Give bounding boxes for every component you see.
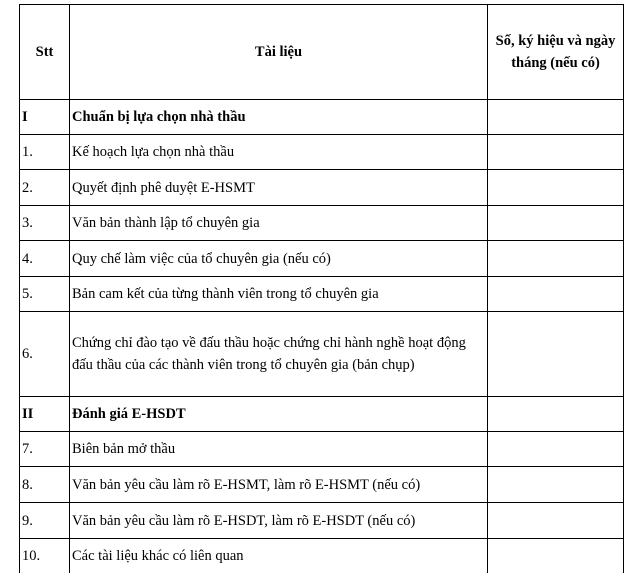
row-reference bbox=[488, 170, 624, 206]
row-document: Các tài liệu khác có liên quan bbox=[70, 539, 488, 574]
row-reference bbox=[488, 277, 624, 312]
row-stt: 2. bbox=[20, 170, 70, 206]
table-row-section bbox=[20, 397, 624, 432]
row-reference bbox=[488, 432, 624, 467]
row-stt: 3. bbox=[20, 206, 70, 241]
row-document: Bản cam kết của từng thành viên trong tổ chuyên gia bbox=[70, 277, 488, 312]
document-table bbox=[19, 4, 624, 573]
row-reference bbox=[488, 100, 624, 135]
row-stt: 10. bbox=[20, 539, 70, 574]
row-reference bbox=[488, 503, 624, 539]
table-row bbox=[20, 539, 624, 574]
row-document: Chứng chỉ đào tạo về đấu thầu hoặc chứng chỉ hành nghề hoạt động đấu thầu của các thành viên trong tổ chuyên gia (bản chụp) bbox=[70, 312, 488, 397]
table-row-section bbox=[20, 100, 624, 135]
row-reference bbox=[488, 467, 624, 503]
row-reference bbox=[488, 135, 624, 170]
row-reference bbox=[488, 397, 624, 432]
row-stt: 8. bbox=[20, 467, 70, 503]
row-document: Đánh giá E-HSDT bbox=[70, 397, 488, 432]
row-stt: 1. bbox=[20, 135, 70, 170]
table-row bbox=[20, 312, 624, 397]
table-header-row bbox=[20, 5, 624, 100]
row-stt: 7. bbox=[20, 432, 70, 467]
row-document: Quy chế làm việc của tổ chuyên gia (nếu có) bbox=[70, 241, 488, 277]
table-row bbox=[20, 135, 624, 170]
row-stt: 5. bbox=[20, 277, 70, 312]
row-document: Chuẩn bị lựa chọn nhà thầu bbox=[70, 100, 488, 135]
row-reference bbox=[488, 312, 624, 397]
row-document: Văn bản yêu cầu làm rõ E-HSDT, làm rõ E-HSDT (nếu có) bbox=[70, 503, 488, 539]
row-stt: 6. bbox=[20, 312, 70, 397]
table-row bbox=[20, 432, 624, 467]
table-row bbox=[20, 241, 624, 277]
row-reference bbox=[488, 241, 624, 277]
table-row bbox=[20, 467, 624, 503]
row-reference bbox=[488, 539, 624, 574]
header-stt: Stt bbox=[20, 5, 70, 100]
row-stt: I bbox=[20, 100, 70, 135]
row-document: Văn bản yêu cầu làm rõ E-HSMT, làm rõ E-HSMT (nếu có) bbox=[70, 467, 488, 503]
row-document: Quyết định phê duyệt E-HSMT bbox=[70, 170, 488, 206]
row-document: Biên bản mở thầu bbox=[70, 432, 488, 467]
row-reference bbox=[488, 206, 624, 241]
row-stt: 4. bbox=[20, 241, 70, 277]
row-stt: 9. bbox=[20, 503, 70, 539]
table-row bbox=[20, 503, 624, 539]
row-document: Văn bản thành lập tổ chuyên gia bbox=[70, 206, 488, 241]
header-document: Tài liệu bbox=[70, 5, 488, 100]
table-row bbox=[20, 277, 624, 312]
header-reference: Số, ký hiệu và ngày tháng (nếu có) bbox=[488, 5, 624, 100]
table-row bbox=[20, 206, 624, 241]
row-document: Kế hoạch lựa chọn nhà thầu bbox=[70, 135, 488, 170]
table-row bbox=[20, 170, 624, 206]
row-stt: II bbox=[20, 397, 70, 432]
